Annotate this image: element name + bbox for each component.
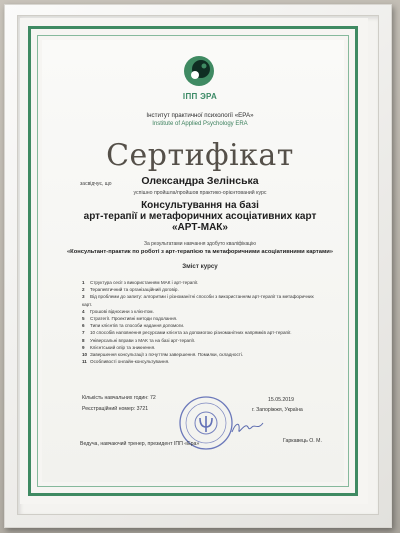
content-title: Зміст курсу xyxy=(182,263,218,270)
era-logo-icon xyxy=(182,54,216,88)
course-line-3: «АРТ-МАК» xyxy=(172,222,228,233)
list-item: 5 Стратегії. Проективні методи подолання. xyxy=(82,316,178,322)
list-item: 2 Терапевтичний та організаційний договір. xyxy=(82,287,179,293)
list-item: 4 Грошові відносини з клієнтом. xyxy=(82,308,154,314)
course-title xyxy=(0,200,400,233)
list-item: 9 Клієнтський опір та зникнення. xyxy=(82,344,156,350)
qualification-intro: За результатами навчання здобуто кваліфікацію xyxy=(143,241,257,247)
hours-count: Кількість навчальних годин: 72 xyxy=(82,395,156,401)
list-item: 3 Від проблеми до запиту: алгоритми і різноманітні способи з використанням арт-терапії та метафоричних карт. xyxy=(82,294,314,307)
recipient-name: Олександра Зелінська xyxy=(141,175,259,187)
list-item: 6 Типи клієнтів та способи надання допомоги. xyxy=(82,323,185,329)
issue-date: 15.05.2019 xyxy=(268,397,294,403)
completed-text: успішно пройшла/пройшов практико-орієнтований курс xyxy=(133,190,267,196)
course-line-2: арт-терапії и метафоричних асоціативних карт xyxy=(83,211,317,222)
list-item: 8 Універсальні вправи з МАК та на базі арт-терапії. xyxy=(82,337,196,343)
institute-name-en: Institute of Applied Psychology ERA xyxy=(152,121,248,127)
course-content-list xyxy=(82,279,322,365)
registration-number: Реєстраційний номер: 3721 xyxy=(82,406,149,412)
list-item: 1 Структура сесії з використанням МАК і арт-терапії. xyxy=(82,280,199,285)
list-item: 11 Особливості онлайн-консультування. xyxy=(82,359,170,365)
logo-text: ІПП ЭРА xyxy=(182,92,218,101)
course-line-1: Консультування на базі xyxy=(141,200,259,211)
issue-city: г. Запоріжжя, Україна xyxy=(252,407,303,413)
trainer-name: Гаркавець О. М. xyxy=(283,438,322,444)
trainer-title: Ведуча, навчаючий тренер, президент ІПП «Ера» xyxy=(80,441,200,447)
certificate-title: Сертифікат xyxy=(106,138,294,173)
institute-name-ua: Інститут практичної психології «ЕРА» xyxy=(146,112,254,119)
certifies-label: засвідчує, що xyxy=(80,181,112,187)
list-item: 7 10 способів наповнення ресурсами клієнта за допомогою різноманітних напрямків арт-терапії. xyxy=(82,330,292,336)
signature-icon xyxy=(230,418,266,436)
qualification: «Консультант-практик по роботі з арт-терапією та метафоричними асоціативними картами» xyxy=(66,249,334,255)
list-item: 10 Завершення консультації з почуттям завершення. Помилки, складності. xyxy=(82,352,244,358)
